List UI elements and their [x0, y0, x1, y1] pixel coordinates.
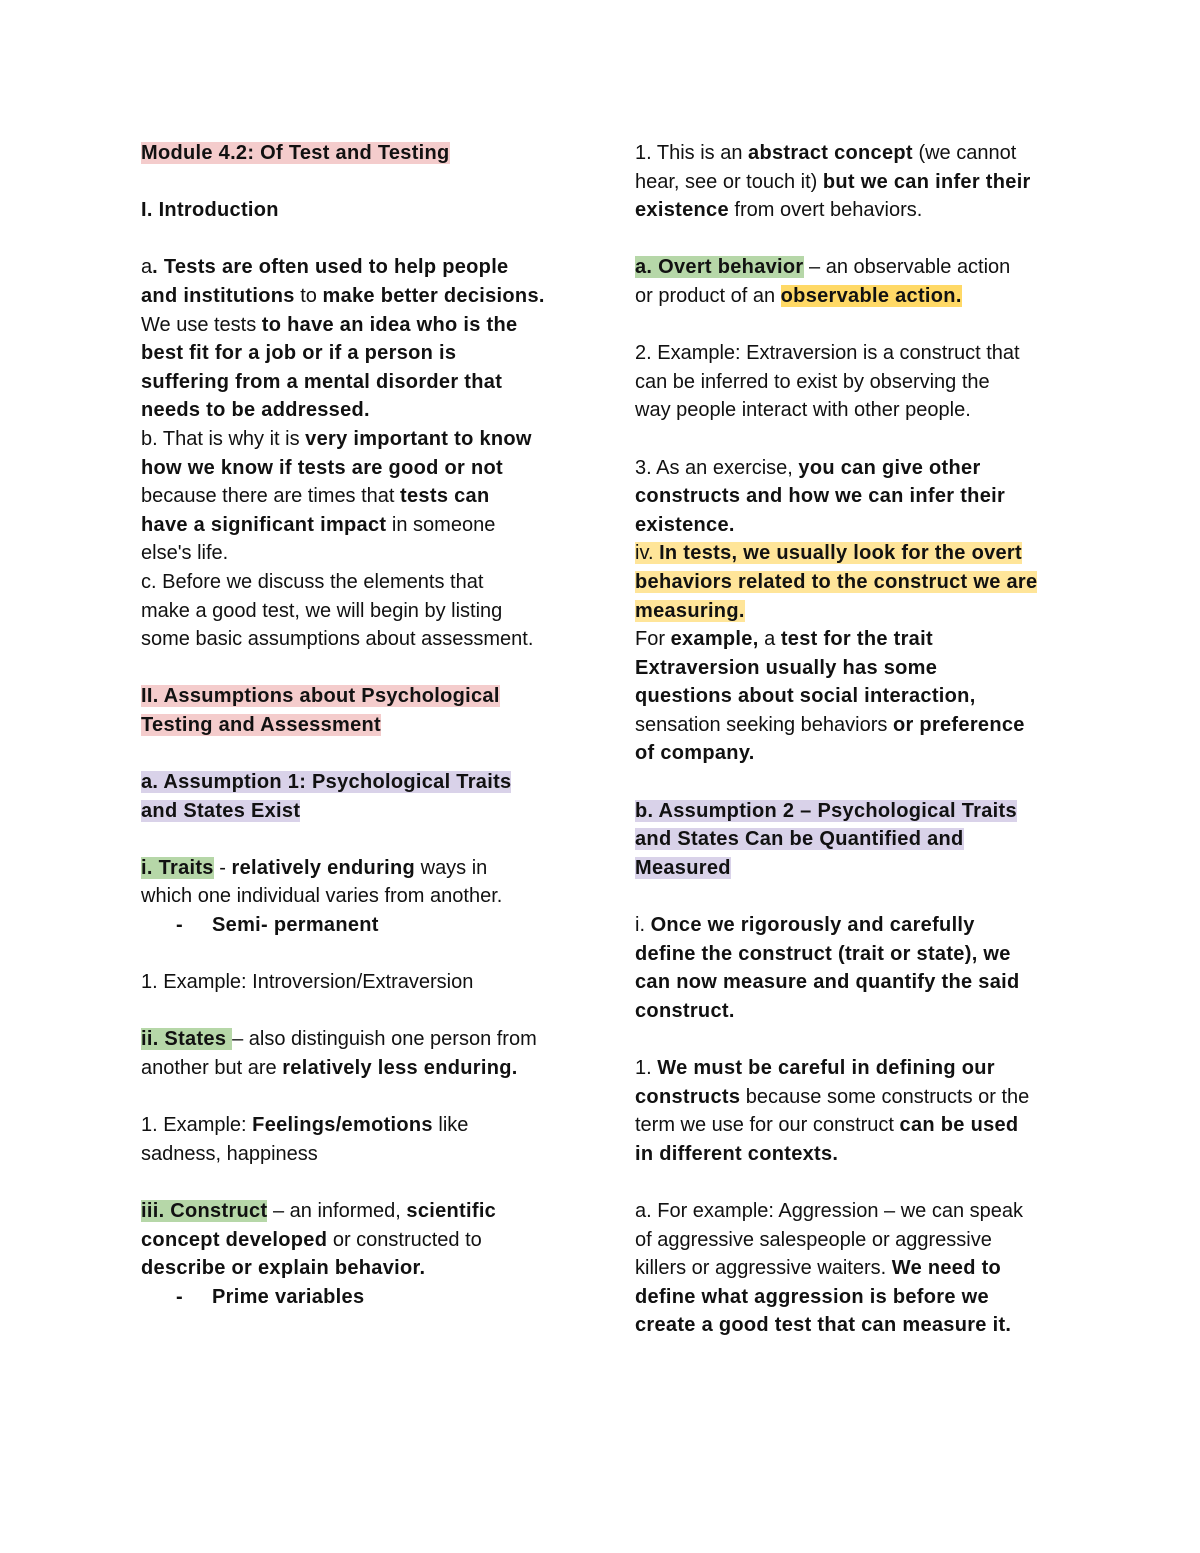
- text: a. For example: Aggression – we can speak: [635, 1199, 1023, 1222]
- text: because there are times that: [141, 485, 401, 508]
- intro-paragraph-a: [141, 253, 571, 425]
- heading-text: Measured: [635, 856, 731, 879]
- construct-definition: [141, 1197, 571, 1311]
- bold-text: very important to know: [305, 427, 532, 450]
- text: – an observable action: [803, 256, 1011, 279]
- traits-label: i. Traits: [141, 856, 214, 879]
- bold-text: concept developed: [141, 1228, 328, 1251]
- overt-behavior-label: a. Overt behavior: [635, 256, 804, 279]
- bold-text: Feelings/emotions: [252, 1114, 433, 1137]
- bold-text: We must be careful in defining our: [657, 1057, 995, 1079]
- text: 1.: [635, 1057, 658, 1079]
- bold-text: scientific: [406, 1199, 497, 1222]
- exercise-paragraph: [635, 454, 1065, 540]
- text: or product of an: [635, 284, 781, 307]
- bold-text: how we know if tests are good or not: [141, 456, 503, 479]
- heading-text: and States Can be Quantified and: [635, 828, 964, 851]
- highlighted-text: iv.: [635, 542, 660, 565]
- bold-text: create a good test that can measure it.: [635, 1314, 1012, 1337]
- text: We use tests: [141, 313, 262, 336]
- bold-text: and institutions: [141, 284, 295, 307]
- bold-text: . Tests are often used to help people: [152, 256, 509, 279]
- heading-text: b. Assumption 2 – Psychological Traits: [635, 799, 1017, 822]
- bold-text: example,: [670, 628, 759, 651]
- bold-text: questions about social interaction,: [635, 685, 976, 708]
- heading-text: II. Assumptions about Psychological: [141, 685, 500, 708]
- text: a: [758, 628, 781, 651]
- bold-text: We need to: [891, 1257, 1002, 1280]
- bold-text: existence.: [635, 513, 735, 536]
- text: which one individual varies from another.: [141, 885, 503, 908]
- bold-text: define the construct (trait or state), we: [635, 942, 1011, 965]
- text: hear, see or touch it): [635, 170, 823, 193]
- bold-text: of company.: [635, 742, 755, 765]
- bullet-text: Prime variables: [212, 1285, 365, 1308]
- aggression-example-paragraph: [635, 1197, 1065, 1340]
- bold-text: best fit for a job or if a person is: [141, 342, 457, 365]
- bold-text: needs to be addressed.: [141, 399, 370, 422]
- traits-definition: [141, 854, 571, 940]
- text: -: [213, 856, 232, 879]
- text: another but are: [141, 1057, 283, 1079]
- bold-text: constructs: [635, 1085, 741, 1108]
- text: from overt behaviors.: [728, 199, 923, 222]
- bold-text: test for the trait: [780, 628, 933, 651]
- text: sadness, happiness: [141, 1142, 318, 1165]
- text: term we use for our construct: [635, 1114, 900, 1137]
- text: 3. As an exercise,: [635, 456, 799, 479]
- text: ways in: [415, 856, 488, 879]
- bold-text: have a significant impact: [141, 513, 387, 536]
- assumption-1-heading: [141, 768, 571, 825]
- dash-bullet-icon: -: [176, 1285, 183, 1308]
- bold-text: Extraversion usually has some: [635, 656, 938, 679]
- text: i.: [635, 914, 651, 937]
- right-column: [635, 139, 1065, 1340]
- text: way people interact with other people.: [635, 399, 971, 422]
- traits-example: 1. Example: Introversion/Extraversion: [141, 971, 474, 994]
- text: 2. Example: Extraversion is a construct that: [635, 342, 1020, 365]
- construct-label: iii. Construct: [141, 1199, 268, 1222]
- text: make a good test, we will begin by listing: [141, 599, 503, 622]
- overt-behaviors-paragraph: [635, 539, 1065, 625]
- heading-text: a. Assumption 1: Psychological Traits: [141, 771, 512, 794]
- text: else's life.: [141, 542, 229, 565]
- bold-text: in different contexts.: [635, 1142, 839, 1165]
- text: c. Before we discuss the elements that: [141, 570, 484, 593]
- text: For: [635, 628, 671, 651]
- highlighted-bold-text: behaviors related to the construct we are: [635, 570, 1038, 593]
- bold-text: construct.: [635, 999, 735, 1022]
- overt-behavior-definition: [635, 253, 1065, 310]
- assumption-2-heading: [635, 797, 1065, 883]
- introduction-heading: I. Introduction: [141, 199, 279, 222]
- bold-text: relatively enduring: [231, 856, 416, 879]
- abstract-concept-paragraph: [635, 139, 1065, 225]
- heading-text: Testing and Assessment: [141, 713, 381, 736]
- text: in someone: [386, 513, 496, 536]
- bold-text: define what aggression is before we: [635, 1285, 989, 1308]
- bold-text: constructs and how we can infer their: [635, 485, 1006, 508]
- bold-text: describe or explain behavior.: [141, 1257, 426, 1280]
- highlighted-bold-text: measuring.: [635, 599, 745, 622]
- text: b. That is why it is: [141, 427, 306, 450]
- intro-paragraph-c: [141, 568, 571, 654]
- text: can be inferred to exist by observing the: [635, 370, 990, 393]
- bold-text: make better decisions.: [322, 284, 545, 307]
- states-label: ii. States: [141, 1028, 233, 1051]
- bold-text: Once we rigorously and carefully: [650, 914, 975, 937]
- bold-text: tests can: [400, 485, 490, 508]
- bold-text: can be used: [899, 1114, 1019, 1137]
- bold-text: suffering from a mental disorder that: [141, 370, 503, 393]
- bold-text: you can give other: [798, 456, 981, 479]
- bullet-item: [141, 1283, 571, 1312]
- heading-text: and States Exist: [141, 799, 301, 822]
- text: because some constructs or the: [740, 1085, 1030, 1108]
- intro-paragraph-b: [141, 425, 571, 568]
- text: – an informed,: [267, 1199, 407, 1222]
- states-example: [141, 1111, 571, 1168]
- highlighted-bold-text: In tests, we usually look for the overt: [659, 542, 1022, 565]
- bold-text: existence: [635, 199, 729, 222]
- text: or constructed to: [327, 1228, 482, 1251]
- bold-text: but we can infer their: [822, 170, 1031, 193]
- extraversion-example-paragraph: [635, 339, 1065, 425]
- left-column: [141, 139, 571, 1311]
- bold-text: relatively less enduring.: [282, 1057, 518, 1079]
- text: 1. Example:: [141, 1114, 253, 1137]
- careful-defining-paragraph: [635, 1054, 1065, 1168]
- trait-test-example-paragraph: [635, 625, 1065, 768]
- section-2-heading: [141, 682, 571, 739]
- bullet-item: [141, 911, 571, 940]
- bold-text: or preference: [892, 713, 1025, 736]
- text: killers or aggressive waiters.: [635, 1257, 892, 1280]
- define-construct-paragraph: [635, 911, 1065, 1025]
- states-definition: [141, 1025, 571, 1082]
- text: (we cannot: [912, 142, 1017, 164]
- text: some basic assumptions about assessment.: [141, 628, 534, 651]
- highlighted-text: observable action.: [780, 284, 962, 307]
- text: of aggressive salespeople or aggressive: [635, 1228, 992, 1251]
- module-title-text: Module 4.2: Of Test and Testing: [141, 142, 450, 164]
- module-title: [141, 139, 571, 168]
- text: sensation seeking behaviors: [635, 713, 893, 736]
- text: a: [141, 256, 153, 279]
- bold-text: can now measure and quantify the said: [635, 971, 1020, 994]
- bullet-text: Semi- permanent: [212, 914, 379, 937]
- text: 1. This is an: [635, 142, 749, 164]
- bold-text: to have an idea who is the: [261, 313, 518, 336]
- bold-text: abstract concept: [748, 142, 913, 164]
- text: like: [432, 1114, 469, 1137]
- text: to: [294, 284, 323, 307]
- text: – also distinguish one person from: [232, 1028, 537, 1051]
- dash-bullet-icon: -: [176, 914, 183, 937]
